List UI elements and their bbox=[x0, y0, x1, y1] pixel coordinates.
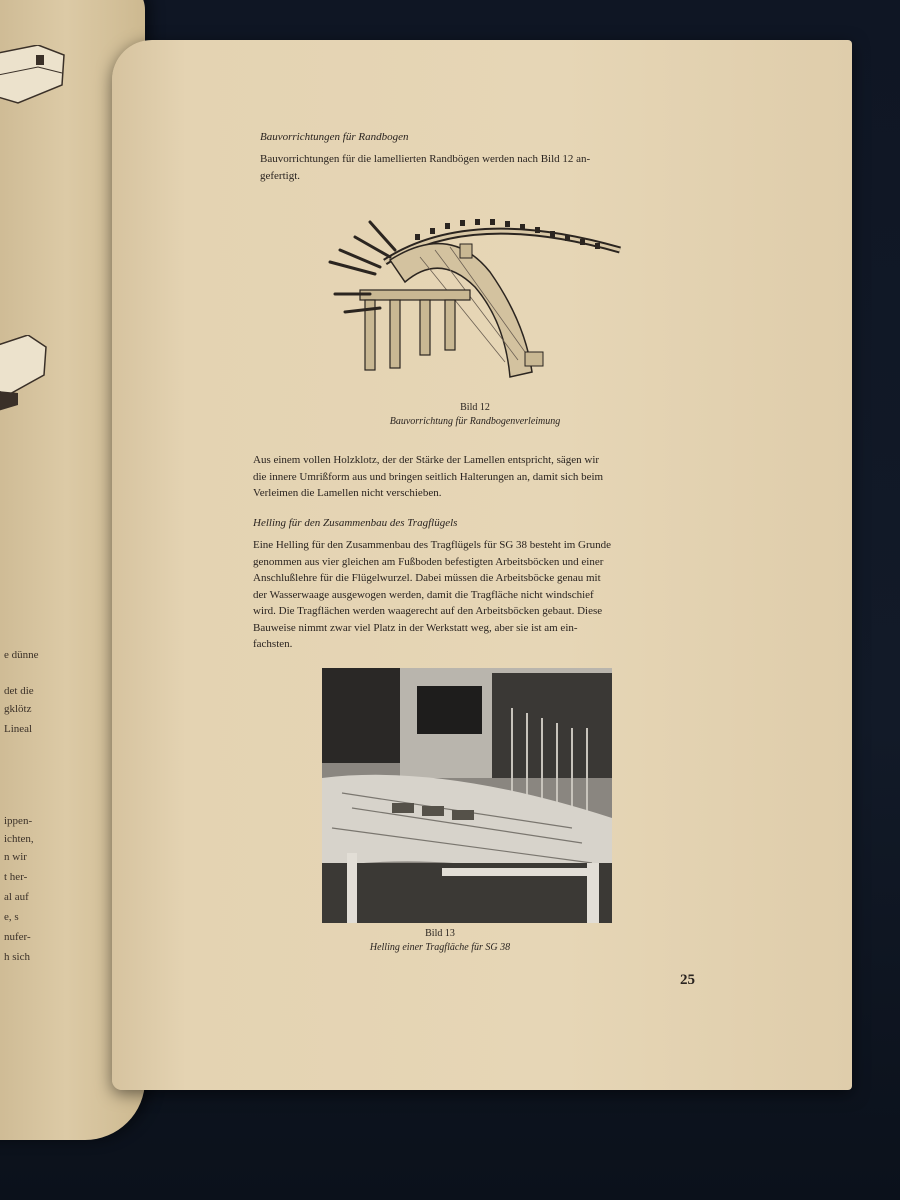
section-heading-helling: Helling für den Zusammenbau des Tragflügels bbox=[253, 517, 458, 529]
partial-illustration-2 bbox=[0, 335, 48, 415]
text-line: die innere Umrißform aus und bringen seitlich Halterungen an, damit sich beim bbox=[253, 470, 604, 483]
left-text-fragment: gklötz bbox=[4, 703, 32, 715]
text-line: genommen aus vier gleichen am Fußboden befestigten Arbeitsböcken und einer bbox=[253, 555, 604, 568]
text-line: der Wasserwaage ausgewogen werden, damit die Tragfläche nicht windschief bbox=[253, 588, 594, 601]
section-heading-randbogen: Bauvorrichtungen für Randbogen bbox=[260, 131, 409, 143]
text-line: Anschlußlehre für die Flügelwurzel. Dabei müssen die Arbeitsböcke genau mit bbox=[253, 572, 601, 584]
left-text-fragment: al auf bbox=[4, 891, 29, 903]
text-line: fachsten. bbox=[253, 638, 293, 650]
paragraph-helling bbox=[253, 537, 697, 653]
left-text-fragment: Lineal bbox=[4, 723, 33, 735]
figure-13-caption: Helling einer Tragfläche für SG 38 bbox=[369, 942, 511, 953]
partial-illustration bbox=[0, 45, 68, 115]
figure-12-label: Bild 12 bbox=[460, 402, 490, 413]
left-text-fragment: det die bbox=[4, 685, 34, 697]
left-text-fragment: t her- bbox=[4, 871, 28, 883]
text-line: gefertigt. bbox=[260, 169, 301, 182]
left-text-fragment: nufer- bbox=[4, 931, 31, 943]
left-text-fragment: e dünne bbox=[4, 649, 39, 661]
left-text-fragment: ichten, bbox=[4, 833, 34, 845]
text-line: wird. Die Tragflächen werden waagerecht auf den Arbeitsböcken gebaut. Diese bbox=[253, 605, 603, 617]
left-text-fragment: n wir bbox=[4, 851, 27, 863]
text-line: Eine Helling für den Zusammenbau des Tragflügels für SG 38 besteht im Grunde bbox=[253, 539, 612, 551]
text-line: Aus einem vollen Holzklotz, der der Stärke der Lamellen entspricht, sägen wir bbox=[253, 454, 600, 466]
page-number: 25 bbox=[680, 972, 695, 988]
figure-13-label: Bild 13 bbox=[425, 928, 455, 939]
left-text-fragment: ippen- bbox=[4, 815, 33, 827]
paragraph-holzklotz bbox=[253, 452, 697, 502]
text-line: Verleimen die Lamellen nicht verschieben. bbox=[253, 487, 442, 499]
left-text-fragment: h sich bbox=[4, 951, 30, 963]
paragraph-randbogen bbox=[260, 151, 692, 184]
text-line: Bauweise nimmt zwar viel Platz in der Werkstatt weg, aber sie ist am ein- bbox=[253, 621, 578, 634]
figure-12-caption: Bauvorrichtung für Randbogenverleimung bbox=[389, 416, 561, 427]
figure-13-photo bbox=[322, 668, 612, 923]
workshop-photo-rendering bbox=[322, 668, 612, 923]
text-line: Bauvorrichtungen für die lamellierten Randbögen werden nach Bild 12 an- bbox=[260, 153, 591, 165]
left-text-fragment: e, s bbox=[4, 911, 19, 923]
figure-12-illustration bbox=[320, 212, 630, 387]
